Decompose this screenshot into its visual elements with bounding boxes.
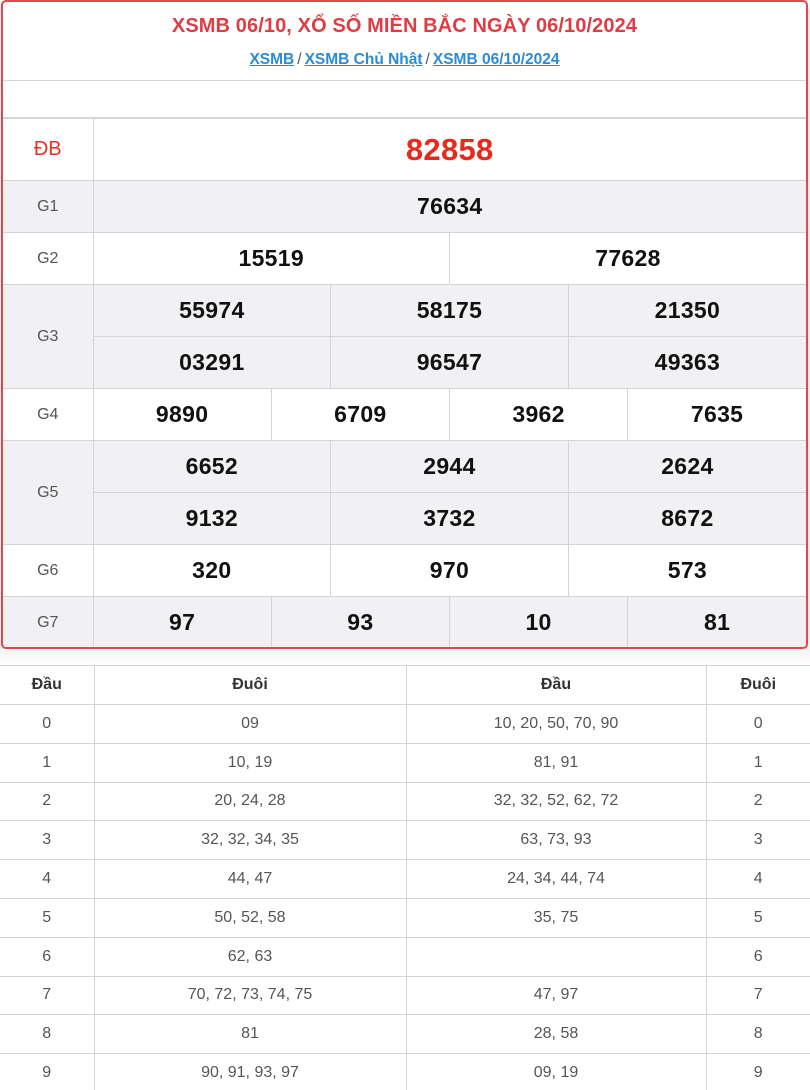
g1-number: 76634	[93, 181, 806, 233]
dau-cell: 5	[0, 898, 94, 937]
dau-cell: 3	[0, 821, 94, 860]
dau-cell: 7	[0, 976, 94, 1015]
prize-label-g4: G4	[3, 389, 93, 441]
duoi-cell: 5	[706, 898, 810, 937]
g7-number: 10	[449, 597, 627, 649]
g4-number: 7635	[628, 389, 806, 441]
dau-list-cell: 81, 91	[406, 743, 706, 782]
header-dau: Đầu	[0, 666, 94, 705]
results-card	[1, 0, 808, 649]
prize-label-g3: G3	[3, 285, 93, 389]
table-row	[0, 1054, 810, 1090]
duoi-list-cell: 70, 72, 73, 74, 75	[94, 976, 406, 1015]
g7-number: 93	[271, 597, 449, 649]
loto-header-row	[0, 666, 810, 705]
page-title: XSMB 06/10, XỔ SỐ MIỀN BẮC NGÀY 06/10/2024	[171, 15, 638, 37]
prize-label-g6: G6	[3, 545, 93, 597]
duoi-cell: 7	[706, 976, 810, 1015]
breadcrumb-separator: /	[297, 51, 302, 68]
dau-list-cell: 63, 73, 93	[406, 821, 706, 860]
table-row	[0, 1015, 810, 1054]
row-g3	[3, 285, 806, 337]
breadcrumb-separator: /	[425, 51, 430, 68]
duoi-cell: 6	[706, 937, 810, 976]
g3-number: 21350	[568, 285, 806, 337]
dau-list-cell	[406, 937, 706, 976]
duoi-cell: 1	[706, 743, 810, 782]
table-row	[0, 898, 810, 937]
g6-number: 320	[93, 545, 331, 597]
prize-label-g5: G5	[3, 441, 93, 545]
dau-cell: 0	[0, 705, 94, 744]
g5-number: 9132	[93, 493, 331, 545]
dau-list-cell: 47, 97	[406, 976, 706, 1015]
duoi-list-cell: 50, 52, 58	[94, 898, 406, 937]
g5-number: 6652	[93, 441, 331, 493]
dau-cell: 8	[0, 1015, 94, 1054]
g5-number: 2944	[331, 441, 569, 493]
prize-label-g2: G2	[3, 233, 93, 285]
dau-list-cell: 09, 19	[406, 1054, 706, 1090]
breadcrumb-xsmb-chu-nhat[interactable]: XSMB Chủ Nhật	[304, 51, 423, 68]
table-row	[0, 937, 810, 976]
g6-number: 573	[568, 545, 806, 597]
duoi-list-cell: 10, 19	[94, 743, 406, 782]
g2-number: 77628	[449, 233, 806, 285]
g2-number: 15519	[93, 233, 449, 285]
duoi-cell: 3	[706, 821, 810, 860]
duoi-list-cell: 32, 32, 34, 35	[94, 821, 406, 860]
table-row	[0, 860, 810, 899]
g7-number: 97	[93, 597, 271, 649]
prize-label-db: ĐB	[3, 119, 93, 181]
row-g5	[3, 493, 806, 545]
g3-number: 58175	[331, 285, 569, 337]
table-row	[0, 782, 810, 821]
g7-number: 81	[628, 597, 806, 649]
loto-table	[0, 665, 810, 1090]
duoi-cell: 8	[706, 1015, 810, 1054]
g5-number: 3732	[331, 493, 569, 545]
g3-number: 49363	[568, 337, 806, 389]
header-duoi: Đuôi	[706, 666, 810, 705]
g3-number: 03291	[93, 337, 331, 389]
dau-cell: 9	[0, 1054, 94, 1090]
row-g2	[3, 233, 806, 285]
results-table	[3, 118, 806, 649]
g3-number: 96547	[331, 337, 569, 389]
header-duoi: Đuôi	[94, 666, 406, 705]
row-g7	[3, 597, 806, 649]
row-special-prize	[3, 119, 806, 181]
table-row	[0, 705, 810, 744]
dau-list-cell: 28, 58	[406, 1015, 706, 1054]
duoi-cell: 9	[706, 1054, 810, 1090]
prize-label-g7: G7	[3, 597, 93, 649]
prize-label-g1: G1	[3, 181, 93, 233]
row-g5	[3, 441, 806, 493]
g4-number: 3962	[449, 389, 627, 441]
duoi-list-cell: 20, 24, 28	[94, 782, 406, 821]
table-row	[0, 976, 810, 1015]
dau-cell: 4	[0, 860, 94, 899]
row-g4	[3, 389, 806, 441]
dau-list-cell: 32, 32, 52, 62, 72	[406, 782, 706, 821]
row-g3	[3, 337, 806, 389]
g3-number: 55974	[93, 285, 331, 337]
g4-number: 6709	[271, 389, 449, 441]
duoi-cell: 0	[706, 705, 810, 744]
dau-list-cell: 35, 75	[406, 898, 706, 937]
section-divider	[0, 649, 810, 665]
g5-number: 8672	[568, 493, 806, 545]
dau-list-cell: 10, 20, 50, 70, 90	[406, 705, 706, 744]
g5-number: 2624	[568, 441, 806, 493]
dau-cell: 1	[0, 743, 94, 782]
duoi-list-cell: 44, 47	[94, 860, 406, 899]
duoi-cell: 2	[706, 782, 810, 821]
table-row	[0, 821, 810, 860]
special-prize-number: 82858	[93, 119, 806, 181]
g4-number: 9890	[93, 389, 271, 441]
dau-cell: 6	[0, 937, 94, 976]
duoi-cell: 4	[706, 860, 810, 899]
header-dau: Đầu	[406, 666, 706, 705]
row-g6	[3, 545, 806, 597]
table-row	[0, 743, 810, 782]
dau-list-cell: 24, 34, 44, 74	[406, 860, 706, 899]
duoi-list-cell: 90, 91, 93, 97	[94, 1054, 406, 1090]
breadcrumb-xsmb[interactable]: XSMB	[249, 51, 295, 68]
breadcrumb	[3, 51, 806, 69]
duoi-list-cell: 62, 63	[94, 937, 406, 976]
row-g1	[3, 181, 806, 233]
spacer-row	[3, 81, 806, 118]
duoi-list-cell: 81	[94, 1015, 406, 1054]
g6-number: 970	[331, 545, 569, 597]
breadcrumb-xsmb-date[interactable]: XSMB 06/10/2024	[432, 51, 560, 68]
dau-cell: 2	[0, 782, 94, 821]
results-header	[3, 2, 806, 81]
duoi-list-cell: 09	[94, 705, 406, 744]
